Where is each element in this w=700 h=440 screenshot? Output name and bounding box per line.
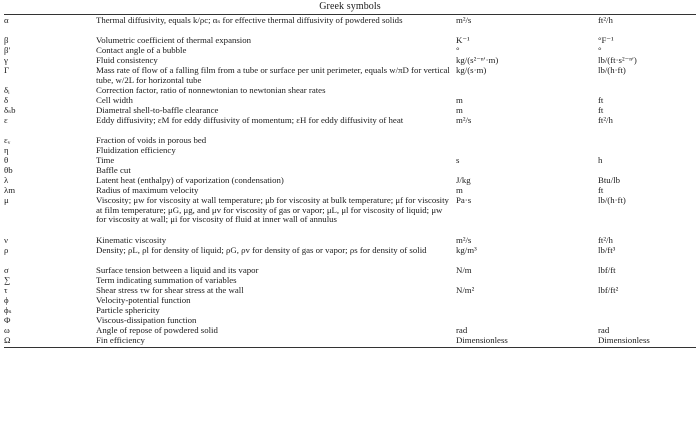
definition-cell: Fraction of voids in porous bed: [96, 136, 207, 145]
symbols-table: [4, 16, 696, 346]
table-row: [4, 266, 696, 276]
table-row: [4, 66, 696, 86]
definition-cell: Fin efficiency: [96, 336, 145, 345]
symbol-cell: α: [4, 16, 9, 25]
symbol-cell: η: [4, 146, 9, 155]
table-row: [4, 186, 696, 196]
table-row: [4, 176, 696, 186]
definition-cell: Fluidization efficiency: [96, 146, 176, 155]
definition-cell: Thermal diffusivity, equals k/ρc; αₛ for effective thermal diffusivity of powdered solids: [96, 16, 403, 25]
table-row: [4, 166, 696, 176]
english-unit-cell: [598, 146, 696, 156]
symbol-cell: ω: [4, 326, 10, 335]
table-row: [4, 56, 696, 66]
si-unit-cell: N/m²: [456, 286, 475, 295]
si-unit-cell: s: [456, 156, 460, 165]
english-unit-cell: [598, 306, 696, 316]
english-unit-cell: h: [598, 156, 603, 165]
table-row: [4, 196, 696, 236]
si-unit-cell: kg/m³: [456, 246, 477, 255]
table-row: [4, 16, 696, 36]
symbol-cell: ∑: [4, 276, 11, 285]
table-row: [4, 336, 696, 346]
si-unit-cell: K⁻¹: [456, 36, 470, 45]
symbol-cell: εᵥ: [4, 136, 11, 145]
top-rule: [4, 14, 696, 15]
symbol-cell: ν: [4, 236, 8, 245]
symbol-cell: ϕ: [4, 296, 9, 305]
symbol-cell: β′: [4, 46, 11, 55]
definition-cell: Density; ρL, ρl for density of liquid; ρG, ρv for density of gas or vapor; ρs for density of solid: [96, 246, 427, 255]
table-row: [4, 146, 696, 156]
si-unit-cell: N/m: [456, 266, 472, 275]
symbol-cell: θb: [4, 166, 13, 175]
definition-cell: Fluid consistency: [96, 56, 158, 65]
english-unit-cell: lb/ft³: [598, 246, 616, 255]
definition-cell: Contact angle of a bubble: [96, 46, 187, 55]
table-row: [4, 286, 696, 296]
symbol-cell: γ: [4, 56, 8, 65]
definition-cell: Correction factor, ratio of nonnewtonian to newtonian shear rates: [96, 86, 326, 95]
table-row: [4, 136, 696, 146]
si-unit-cell: [456, 166, 598, 176]
definition-cell: Eddy diffusivity; εM for eddy diffusivity of momentum; εH for eddy diffusivity of heat: [96, 116, 404, 125]
definition-cell: Shear stress τw for shear stress at the wall: [96, 286, 244, 295]
table-row: [4, 276, 696, 286]
symbol-cell: ϕₛ: [4, 306, 12, 315]
english-unit-cell: ft: [598, 96, 604, 105]
table-row: [4, 96, 696, 106]
table-row: [4, 46, 696, 56]
symbol-cell: μ: [4, 196, 9, 205]
si-unit-cell: kg/(s²⁻ⁿ′·m): [456, 56, 499, 65]
english-unit-cell: °: [598, 46, 602, 55]
definition-cell: Viscosity; μw for viscosity at wall temperature; μb for viscosity at bulk temperature; μf for viscosity at film temperature; μG, μg, and μv for viscosity of gas or vapor; μL, μl for viscosity of liquid; μw for viscosity at wall; μi for viscosity of fluid at inner wall of annulus: [96, 196, 449, 225]
si-unit-cell: m²/s: [456, 236, 472, 245]
symbol-cell: θ: [4, 156, 9, 165]
si-unit-cell: Pa·s: [456, 196, 472, 205]
table-row: [4, 316, 696, 326]
symbol-cell: δ: [4, 96, 9, 105]
symbol-cell: ρ: [4, 246, 9, 255]
english-unit-cell: [598, 86, 696, 96]
definition-cell: Radius of maximum velocity: [96, 186, 199, 195]
si-unit-cell: m: [456, 106, 463, 115]
definition-cell: Kinematic viscosity: [96, 236, 167, 245]
english-unit-cell: °F⁻¹: [598, 36, 614, 45]
table-row: [4, 296, 696, 306]
table-row: [4, 36, 696, 46]
si-unit-cell: [456, 316, 598, 326]
definition-cell: Diametral shell-to-baffle clearance: [96, 106, 219, 115]
symbol-cell: λm: [4, 186, 16, 195]
table-row: [4, 86, 696, 96]
table-row: [4, 326, 696, 336]
english-unit-cell: Btu/lb: [598, 176, 620, 185]
si-unit-cell: m: [456, 96, 463, 105]
si-unit-cell: m²/s: [456, 16, 472, 25]
definition-cell: Mass rate of flow of a falling film from a tube or surface per unit perimeter, equals w/πD for vertical tube, w/2L for horizontal tube: [96, 66, 450, 85]
si-unit-cell: [456, 146, 598, 156]
si-unit-cell: m²/s: [456, 116, 472, 125]
symbol-cell: δₛb: [4, 106, 16, 115]
english-unit-cell: lb/(h·ft): [598, 66, 626, 75]
english-unit-cell: ft²/h: [598, 116, 613, 125]
definition-cell: Cell width: [96, 96, 133, 105]
symbol-cell: β: [4, 36, 9, 45]
definition-cell: Time: [96, 156, 115, 165]
english-unit-cell: ft: [598, 106, 604, 115]
si-unit-cell: [456, 296, 598, 306]
english-unit-cell: Dimensionless: [598, 336, 650, 345]
bottom-rule: [4, 347, 696, 348]
symbol-cell: σ: [4, 266, 9, 275]
si-unit-cell: Dimensionless: [456, 336, 508, 345]
english-unit-cell: ft: [598, 186, 604, 195]
symbol-cell: δᵢ: [4, 86, 10, 95]
english-unit-cell: [598, 166, 696, 176]
definition-cell: Particle sphericity: [96, 306, 160, 315]
definition-cell: Angle of repose of powdered solid: [96, 326, 218, 335]
si-unit-cell: kg/(s·m): [456, 66, 487, 75]
definition-cell: Term indicating summation of variables: [96, 276, 237, 285]
si-unit-cell: [456, 306, 598, 316]
english-unit-cell: [598, 276, 696, 286]
table-row: [4, 106, 696, 116]
english-unit-cell: lb/(ft·s²⁻ⁿ′): [598, 56, 637, 65]
english-unit-cell: [598, 316, 696, 326]
si-unit-cell: J/kg: [456, 176, 471, 185]
symbol-cell: τ: [4, 286, 8, 295]
table-row: [4, 236, 696, 246]
symbol-cell: Φ: [4, 316, 11, 325]
definition-cell: Velocity-potential function: [96, 296, 191, 305]
english-unit-cell: [598, 136, 696, 146]
si-unit-cell: [456, 136, 598, 146]
table-caption: Greek symbols: [319, 1, 381, 12]
english-unit-cell: ft²/h: [598, 236, 613, 245]
si-unit-cell: °: [456, 46, 460, 55]
symbol-cell: Ω: [4, 336, 11, 345]
si-unit-cell: m: [456, 186, 463, 195]
definition-cell: Viscous-dissipation function: [96, 316, 197, 325]
si-unit-cell: [456, 86, 598, 96]
english-unit-cell: [598, 296, 696, 306]
table-row: [4, 246, 696, 266]
si-unit-cell: [456, 276, 598, 286]
english-unit-cell: lbf/ft: [598, 266, 616, 275]
table-row: [4, 306, 696, 316]
table-row: [4, 116, 696, 136]
symbol-cell: ε: [4, 116, 8, 125]
definition-cell: Baffle cut: [96, 166, 131, 175]
symbol-cell: λ: [4, 176, 9, 185]
table-row: [4, 156, 696, 166]
definition-cell: Volumetric coefficient of thermal expansion: [96, 36, 252, 45]
definition-cell: Surface tension between a liquid and its vapor: [96, 266, 259, 275]
symbol-cell: Γ: [4, 66, 10, 75]
english-unit-cell: lb/(h·ft): [598, 196, 626, 205]
english-unit-cell: lbf/ft²: [598, 286, 619, 295]
si-unit-cell: rad: [456, 326, 468, 335]
english-unit-cell: ft²/h: [598, 16, 613, 25]
definition-cell: Latent heat (enthalpy) of vaporization (condensation): [96, 176, 284, 185]
english-unit-cell: rad: [598, 326, 610, 335]
